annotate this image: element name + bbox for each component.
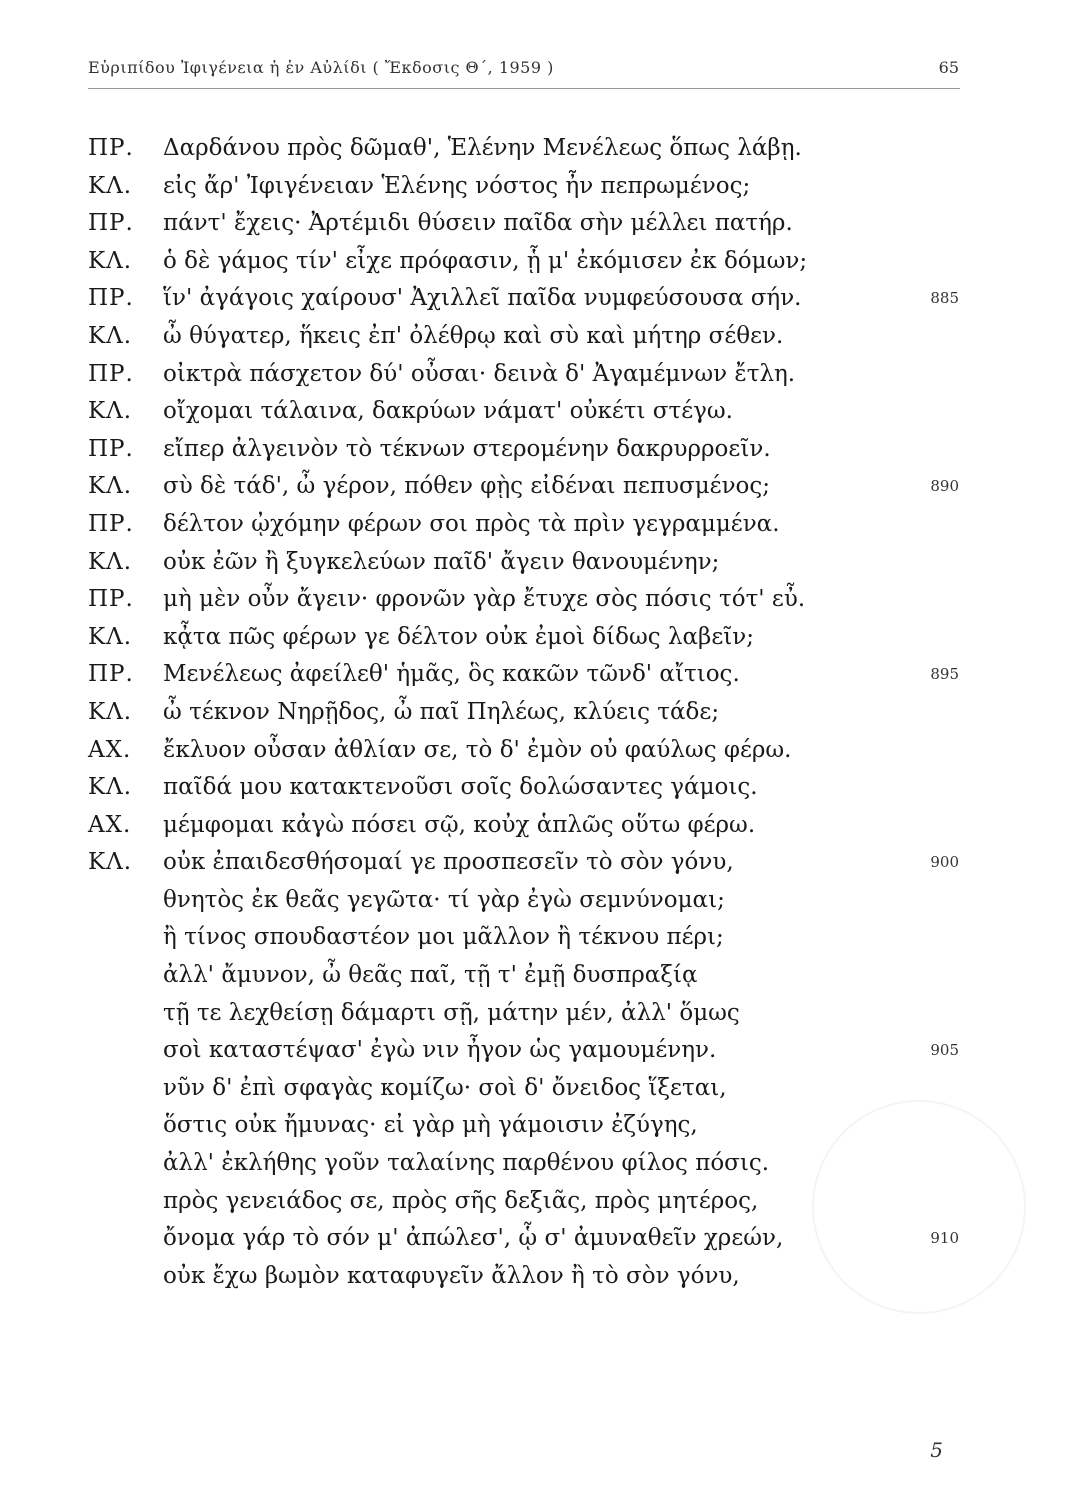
verse-text: οὐκ ἔχω βωμὸν καταφυγεῖν ἄλλον ἢ τὸ σὸν γόνυ,: [163, 1262, 740, 1289]
verse-text: ὄνομα γάρ τὸ σόν μ' ἀπώλεσ', ᾧ σ' ἀμυναθεῖν χρεών,: [163, 1225, 784, 1252]
speaker-label: ΚΛ.: [88, 398, 133, 425]
verse-line: [0, 393, 1071, 431]
verse-text: πρὸς γενειάδος σε, πρὸς σῆς δεξιᾶς, πρὸς μητέρος,: [163, 1187, 759, 1214]
speaker-label: ΑΧ.: [88, 811, 132, 838]
speaker-label: ΠΡ.: [88, 210, 134, 237]
speaker-label: ΠΡ.: [88, 661, 134, 688]
speaker-label: ΚΛ.: [88, 548, 133, 575]
verse-text: ἢ τίνος σπουδαστέον μοι μᾶλλον ἢ τέκνου πέρι;: [163, 924, 724, 951]
verse-line: [0, 844, 1071, 882]
verse-text: ὦ τέκνον Νηρῇδος, ὦ παῖ Πηλέως, κλύεις τάδε;: [163, 698, 720, 725]
verse-line: [0, 468, 1071, 506]
verse-line: [0, 544, 1071, 582]
verse-line: [0, 280, 1071, 318]
line-number: 900: [930, 853, 959, 872]
page-number: 65: [938, 58, 959, 77]
verse-text: ἔκλυον οὖσαν ἀθλίαν σε, τὸ δ' ἐμὸν οὐ φαύλως φέρω.: [163, 736, 792, 763]
speaker-label: ΠΡ.: [88, 510, 134, 537]
speaker-label: ΠΡ.: [88, 586, 134, 613]
verse-text: οἴχομαι τάλαινα, δακρύων νάματ' οὐκέτι στέγω.: [163, 398, 733, 425]
verse-text: ὁ δὲ γάμος τίν' εἶχε πρόφασιν, ᾗ μ' ἐκόμισεν ἐκ δόμων;: [163, 247, 808, 274]
verse-line: [0, 1032, 1071, 1070]
verse-text: ὅστις οὐκ ἤμυνας· εἰ γὰρ μὴ γάμοισιν ἐζύγης,: [163, 1112, 698, 1139]
verse-line: [0, 243, 1071, 281]
verse-line: [0, 732, 1071, 770]
speaker-label: ΚΛ.: [88, 172, 133, 199]
verse-text: Μενέλεως ἀφείλεθ' ἡμᾶς, ὃς κακῶν τῶνδ' αἴτιος.: [163, 661, 740, 688]
verse-line: [0, 581, 1071, 619]
verse-line: [0, 1070, 1071, 1108]
verse-line: [0, 619, 1071, 657]
verse-line: [0, 656, 1071, 694]
speaker-label: ΚΛ.: [88, 247, 133, 274]
speaker-label: ΚΛ.: [88, 774, 133, 801]
verse-line: [0, 807, 1071, 845]
verse-text: νῦν δ' ἐπὶ σφαγὰς κομίζω· σοὶ δ' ὄνειδος ἵξεται,: [163, 1074, 727, 1101]
verse-line: [0, 919, 1071, 957]
verse-text: σὺ δὲ τάδ', ὦ γέρον, πόθεν φῂς εἰδέναι πεπυσμένος;: [163, 473, 771, 500]
verse-text: παῖδά μου κατακτενοῦσι σοῖς δολώσαντες γάμοις.: [163, 774, 758, 801]
signature-mark: 5: [930, 1438, 943, 1462]
verse-text: θνητὸς ἐκ θεᾶς γεγῶτα· τί γὰρ ἐγὼ σεμνύνομαι;: [163, 886, 725, 913]
verse-line: [0, 356, 1071, 394]
verse-text: ἵν' ἀγάγοις χαίρουσ' Ἀχιλλεῖ παῖδα νυμφεύσουσα σήν.: [163, 285, 802, 312]
verse-line: [0, 1258, 1071, 1296]
speaker-label: ΠΡ.: [88, 360, 134, 387]
speaker-label: ΚΛ.: [88, 698, 133, 725]
speaker-label: ΠΡ.: [88, 285, 134, 312]
verse-text: ἀλλ' ἄμυνον, ὦ θεᾶς παῖ, τῇ τ' ἐμῇ δυσπραξίᾳ: [163, 962, 698, 989]
verse-line: [0, 1220, 1071, 1258]
verse-line: [0, 882, 1071, 920]
verse-line: [0, 957, 1071, 995]
verse-line: [0, 995, 1071, 1033]
speaker-label: ΚΛ.: [88, 322, 133, 349]
verse-block: [0, 130, 1071, 1295]
verse-text: δέλτον ᾠχόμην φέρων σοι πρὸς τὰ πρὶν γεγραμμένα.: [163, 510, 780, 537]
verse-line: [0, 1183, 1071, 1221]
verse-text: οὐκ ἐπαιδεσθήσομαί γε προσπεσεῖν τὸ σὸν γόνυ,: [163, 849, 734, 876]
line-number: 910: [930, 1229, 959, 1248]
verse-text: μέμφομαι κἀγὼ πόσει σῷ, κοὐχ ἁπλῶς οὕτω φέρω.: [163, 811, 756, 838]
verse-text: οὐκ ἐῶν ἢ ξυγκελεύων παῖδ' ἄγειν θανουμένην;: [163, 548, 720, 575]
verse-line: [0, 1107, 1071, 1145]
verse-line: [0, 769, 1071, 807]
line-number: 885: [930, 289, 959, 308]
verse-line: [0, 205, 1071, 243]
verse-line: [0, 318, 1071, 356]
verse-text: πάντ' ἔχεις· Ἀρτέμιδι θύσειν παῖδα σὴν μέλλει πατήρ.: [163, 210, 793, 237]
speaker-label: ΠΡ.: [88, 435, 134, 462]
line-number: 890: [930, 477, 959, 496]
verse-text: ἀλλ' ἐκλήθης γοῦν ταλαίνης παρθένου φίλος πόσις.: [163, 1150, 770, 1177]
speaker-label: ΚΛ.: [88, 849, 133, 876]
verse-line: [0, 1145, 1071, 1183]
verse-text: εἰς ἄρ' Ἰφιγένειαν Ἑλένης νόστος ἦν πεπρωμένος;: [163, 172, 751, 199]
running-head: Εὐριπίδου Ἰφιγένεια ἡ ἐν Αὐλίδι ( Ἔκδοσις Θ΄, 1959 ): [88, 58, 554, 77]
verse-text: ὦ θύγατερ, ἥκεις ἐπ' ὀλέθρῳ καὶ σὺ καὶ μήτηρ σέθεν.: [163, 322, 784, 349]
verse-line: [0, 130, 1071, 168]
verse-text: σοὶ καταστέψασ' ἐγὼ νιν ἦγον ὡς γαμουμένην.: [163, 1037, 717, 1064]
speaker-label: ΚΛ.: [88, 623, 133, 650]
speaker-label: ΠΡ.: [88, 135, 134, 161]
line-number: 905: [930, 1041, 959, 1060]
verse-text: κᾆτα πῶς φέρων γε δέλτον οὐκ ἐμοὶ δίδως λαβεῖν;: [163, 623, 755, 650]
verse-line: [0, 506, 1071, 544]
verse-text: Δαρδάνου πρὸς δῶμαθ', Ἑλένην Μενέλεως ὅπως λάβῃ.: [163, 135, 802, 161]
verse-line: [0, 168, 1071, 206]
verse-text: μὴ μὲν οὖν ἄγειν· φρονῶν γὰρ ἔτυχε σὸς πόσις τότ' εὖ.: [163, 586, 806, 613]
verse-text: τῇ τε λεχθείσῃ δάμαρτι σῇ, μάτην μέν, ἀλλ' ὅμως: [163, 999, 740, 1026]
verse-text: οἰκτρὰ πάσχετον δύ' οὖσαι· δεινὰ δ' Ἀγαμέμνων ἔτλη.: [163, 360, 796, 387]
line-number: 895: [930, 665, 959, 684]
speaker-label: ΚΛ.: [88, 473, 133, 500]
verse-line: [0, 694, 1071, 732]
speaker-label: ΑΧ.: [88, 736, 132, 763]
verse-line: [0, 431, 1071, 469]
header-rule: [88, 88, 960, 89]
verse-text: εἴπερ ἀλγεινὸν τὸ τέκνων στερομένην δακρυρροεῖν.: [163, 435, 771, 462]
